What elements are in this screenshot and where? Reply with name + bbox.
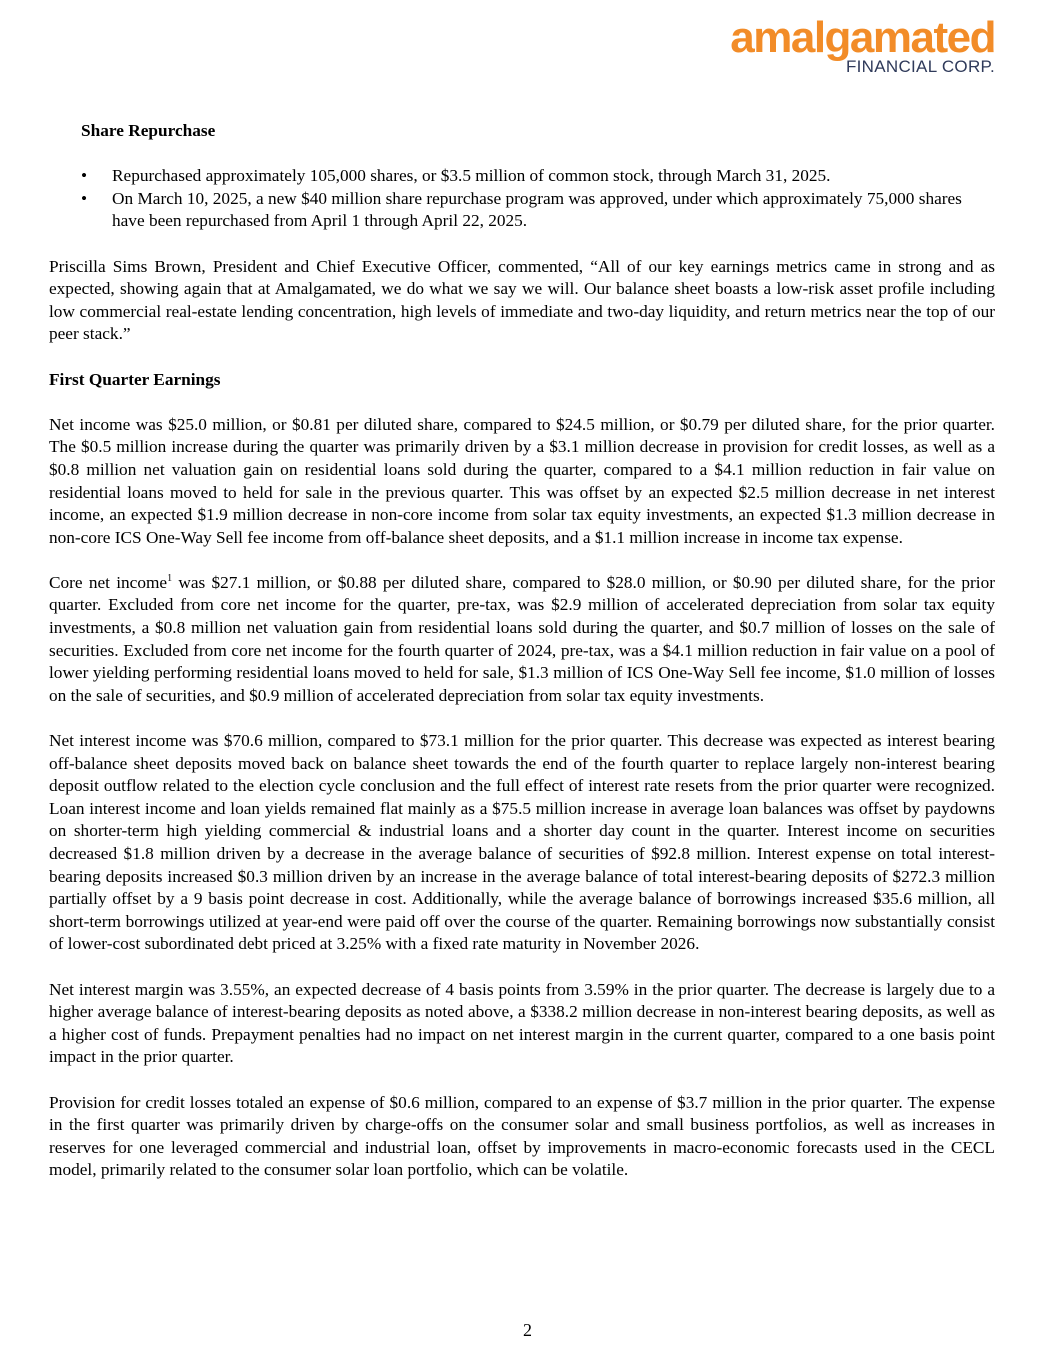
- logo-wordmark: amalgamated: [730, 13, 995, 62]
- provision-paragraph: Provision for credit losses totaled an expense of $0.6 million, compared to an expense of $3.7 million in the prior quarter. The expense in the first quarter was primarily driven by charge-offs on the consumer solar and small business portfolios, as well as increases in reserves for one leveraged commercial and industrial loan, offset by improvements in macro-economic forecasts used in the CECL model, primarily related to the consumer solar loan portfolio, which can be volatile.: [49, 1092, 995, 1180]
- share-repurchase-list: [81, 165, 995, 233]
- document-body: [49, 120, 995, 1205]
- share-repurchase-section: [49, 120, 995, 233]
- net-income-paragraph: Net income was $25.0 million, or $0.81 per diluted share, compared to $24.5 million, or $0.79 per diluted share, for the prior quarter. The $0.5 million increase during the quarter was primarily driven by a $3.1 million decrease in provision for credit losses, as well as a $0.8 million net valuation gain on residential loans sold during the quarter, compared to a $4.1 million reduction in fair value on residential loans moved to held for sale in the previous quarter. This was offset by an expected $2.5 million decrease in net interest income, an expected $1.9 million decrease in non-core income from solar tax equity investments, an expected $1.3 million decrease in non-core ICS One-Way Sell fee income from off-balance sheet deposits, and a $1.1 million increase in income tax expense.: [49, 414, 995, 547]
- list-item-text: On March 10, 2025, a new $40 million share repurchase program was approved, under which approximately 75,000 shares have been repurchased from April 1 through April 22, 2025.: [112, 188, 962, 231]
- list-item: [81, 188, 995, 233]
- company-logo: [730, 13, 995, 76]
- net-interest-income-paragraph: Net interest income was $70.6 million, compared to $73.1 million for the prior quarter. This decrease was expected as interest bearing off-balance sheet deposits moved back on balance sheet towards the end of the fourth quarter to replace largely non-interest bearing deposit outflow related to the election cycle conclusion and the full effect of interest rate resets from the prior quarter were recognized. Loan interest income and loan yields remained flat mainly as a $75.5 million increase in average loan balances was offset by paydowns on shorter-term high yielding commercial & industrial loans and a shorter day count in the quarter. Interest income on securities decreased $1.8 million driven by a decrease in the average balance of securities of $92.8 million. Interest expense on total interest-bearing deposits increased $0.3 million driven by an increase in the average balance of total interest-bearing deposits of $272.3 million partially offset by a 9 basis point decrease in cost. Additionally, while the average balance of borrowings increased $35.6 million, all short-term borrowings utilized at year-end were paid off over the course of the quarter. Remaining borrowings now substantially consist of lower-cost subordinated debt priced at 3.25% with a fixed rate maturity in November 2026.: [49, 731, 995, 954]
- list-item: [81, 165, 995, 188]
- footnote-marker: 1: [167, 573, 173, 585]
- core-net-income-lead: Core net income: [49, 572, 168, 592]
- core-net-income-paragraph: [49, 572, 995, 708]
- page-number: 2: [523, 1320, 532, 1340]
- ceo-quote-paragraph: Priscilla Sims Brown, President and Chief Executive Officer, commented, “All of our key earnings metrics came in strong and as expected, showing again that at Amalgamated, we do what we say we will. Our balance sheet boasts a low-risk asset profile including low commercial real-estate lending concentration, high levels of immediate and two-day liquidity, and return metrics near the top of our peer stack.”: [49, 256, 995, 344]
- bullet-icon: •: [81, 166, 88, 186]
- share-repurchase-heading: Share Repurchase: [81, 121, 216, 140]
- core-net-income-text: was $27.1 million, or $0.88 per diluted share, compared to $28.0 million, or $0.90 per diluted share, for the prior quarter. Excluded from core net income for the quarter, pre-tax, was $2.9 million of accelerated depreciation from solar tax equity investments, a $0.8 million net valuation gain from residential loans sold during the quarter, and $0.7 million of losses on the sale of securities. Excluded from core net income for the fourth quarter of 2024, pre-tax, was a $4.1 million reduction in fair value on a pool of lower yielding performing residential loans moved to held for sale, $1.3 million of ICS One-Way Sell fee income, $1.0 million of losses on the sale of securities, and $0.9 million of accelerated depreciation from solar tax equity investments.: [49, 572, 995, 705]
- net-interest-margin-paragraph: Net interest margin was 3.55%, an expected decrease of 4 basis points from 3.59% in the prior quarter. The decrease is largely due to a higher average balance of interest-bearing deposits as noted above, a $338.2 million decrease in non-interest bearing deposits, as well as a higher cost of funds. Prepayment penalties had no impact on net interest margin in the current quarter, compared to a one basis point impact in the prior quarter.: [49, 979, 995, 1067]
- logo-subtitle: FINANCIAL CORP.: [845, 57, 995, 76]
- first-quarter-heading: First Quarter Earnings: [49, 369, 221, 389]
- list-item-text: Repurchased approximately 105,000 shares, or $3.5 million of common stock, through March 31, 2025.: [112, 166, 831, 186]
- bullet-icon: •: [81, 188, 88, 208]
